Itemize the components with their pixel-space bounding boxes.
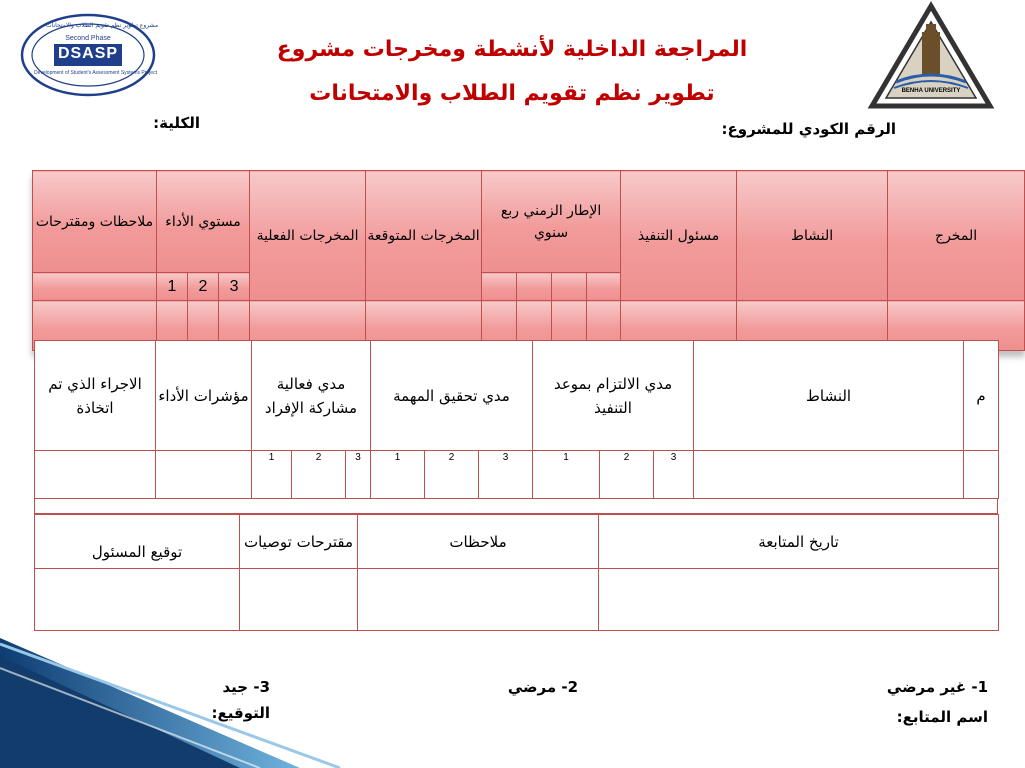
data-cell — [35, 569, 240, 631]
level-1: 1 — [157, 273, 188, 301]
cell — [33, 273, 157, 301]
signature-label: التوقيع: — [211, 704, 270, 722]
header-activity: النشاط — [694, 341, 964, 451]
scale-3: 3 — [654, 451, 694, 499]
header-task-achievement: مدي تحقيق المهمة — [371, 341, 533, 451]
data-cell — [358, 569, 599, 631]
header-notes-suggestions: ملاحظات ومقترحات — [33, 171, 157, 273]
evaluation-table — [34, 340, 999, 499]
header-output: المخرج — [888, 171, 1025, 301]
header-suggestions: مقترحات توصيات — [240, 515, 358, 569]
quarter-cell — [482, 273, 517, 301]
level-2: 2 — [188, 273, 219, 301]
header-activity: النشاط — [737, 171, 888, 301]
header-expected-outputs: المخرجات المتوقعة — [366, 171, 482, 301]
quarter-cell — [517, 273, 552, 301]
page-title-line1: المراجعة الداخلية لأنشطة ومخرجات مشروع — [276, 37, 748, 62]
header-signature: توقيع المسئول — [35, 515, 240, 569]
header-followup-date: تاريخ المتابعة — [599, 515, 999, 569]
data-cell — [35, 451, 156, 499]
data-cell — [964, 451, 999, 499]
header-performance-indicators: مؤشرات الأداء — [156, 341, 252, 451]
benha-university-logo-text: BENHA UNIVERSITY — [901, 88, 961, 94]
header-performance-level: مستوي الأداء — [157, 171, 250, 273]
rating-unsatisfactory: 1- غير مرضي — [886, 678, 988, 696]
header-number: م — [964, 341, 999, 451]
faculty-label: الكلية: — [153, 114, 200, 132]
level-3: 3 — [219, 273, 250, 301]
scale-1: 1 — [371, 451, 425, 499]
follower-name-label: اسم المتابع: — [896, 708, 988, 726]
decorative-swoosh — [0, 638, 360, 768]
quarter-cell — [587, 273, 621, 301]
dsasp-logo-bottom-text: Development of Student's Assessment Systems Project — [34, 70, 157, 76]
rating-good: 3- جيد — [222, 678, 270, 696]
dsasp-logo-top-text: مشروع تطوير نظم تقويم الطلاب والامتحانات — [46, 22, 159, 29]
scale-2: 2 — [425, 451, 479, 499]
header-action-taken: الاجراء الذي تم اتخاذة — [35, 341, 156, 451]
activities-table — [32, 170, 1025, 351]
header-schedule-commitment: مدي الالتزام بموعد التنفيذ — [533, 341, 694, 451]
follow-up-table — [34, 514, 999, 631]
scale-3: 3 — [346, 451, 371, 499]
header-time-frame: الإطار الزمني ربع سنوي — [482, 171, 621, 273]
scale-2: 2 — [600, 451, 654, 499]
dsasp-logo-phase: Second Phase — [65, 35, 111, 42]
table-separator — [34, 498, 998, 514]
data-cell — [240, 569, 358, 631]
data-cell — [156, 451, 252, 499]
scale-2: 2 — [292, 451, 346, 499]
data-cell — [694, 451, 964, 499]
scale-1: 1 — [533, 451, 600, 499]
header-notes: ملاحظات — [358, 515, 599, 569]
header-actual-outputs: المخرجات الفعلية — [250, 171, 366, 301]
scale-3: 3 — [479, 451, 533, 499]
scale-1: 1 — [252, 451, 292, 499]
header-responsible: مسئول التنفيذ — [621, 171, 737, 301]
header-participation-effectiveness: مدي فعالية مشاركة الإفراد — [252, 341, 371, 451]
quarter-cell — [552, 273, 587, 301]
project-code-label: الرقم الكودي للمشروع: — [721, 120, 896, 138]
page-title-line2: تطوير نظم تقويم الطلاب والامتحانات — [309, 81, 715, 106]
data-cell — [599, 569, 999, 631]
dsasp-logo — [18, 12, 158, 98]
rating-satisfactory: 2- مرضي — [507, 678, 578, 696]
dsasp-logo-name: DSASP — [57, 45, 119, 62]
benha-university-logo — [866, 2, 996, 114]
